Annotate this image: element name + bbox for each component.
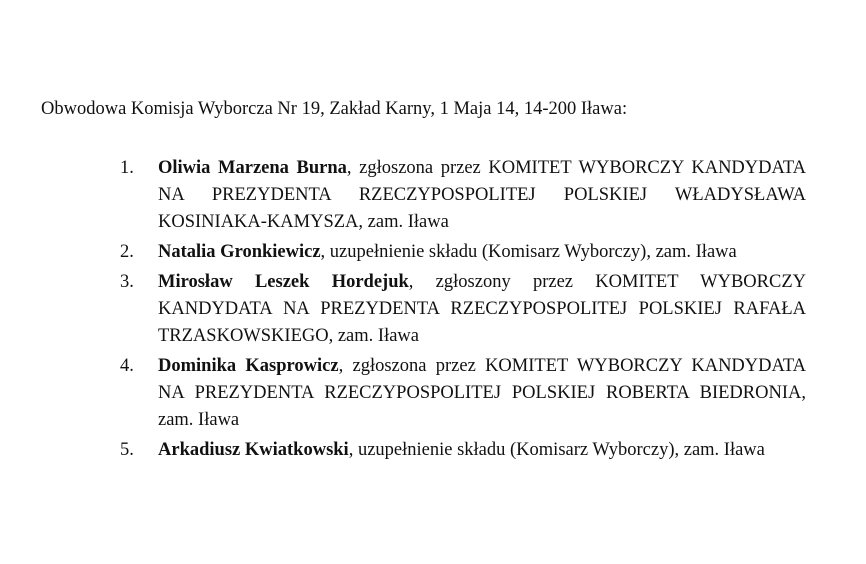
list-item bbox=[120, 269, 806, 350]
item-number: 2. bbox=[120, 242, 134, 262]
member-name: Arkadiusz Kwiatkowski bbox=[158, 440, 349, 460]
commission-heading: Obwodowa Komisja Wyborcza Nr 19, Zakład Karny, 1 Maja 14, 14-200 Iława: bbox=[41, 99, 628, 119]
item-text bbox=[158, 155, 806, 236]
member-name: Dominika Kasprowicz bbox=[158, 356, 339, 376]
member-details: , uzupełnienie składu (Komisarz Wyborczy), zam. Iława bbox=[320, 242, 737, 262]
member-name: Natalia Gronkiewicz bbox=[158, 242, 321, 262]
member-list bbox=[120, 155, 806, 467]
member-details: , zgłoszona przez KOMITET WYBORCZY KANDYDATA NA PREZYDENTA RZECZYPOSPOLITEJ POLSKIEJ WŁADYSŁAWA KOSINIAKA-KAMYSZA, zam. Iława bbox=[158, 158, 806, 232]
item-text bbox=[158, 437, 806, 464]
member-name: Oliwia Marzena Burna bbox=[158, 158, 347, 178]
item-number: 4. bbox=[120, 356, 134, 376]
item-number: 3. bbox=[120, 272, 134, 292]
item-text bbox=[158, 269, 806, 350]
member-name: Mirosław Leszek Hordejuk bbox=[158, 272, 409, 292]
list-item bbox=[120, 239, 806, 266]
item-text bbox=[158, 353, 806, 434]
item-text bbox=[158, 239, 806, 266]
member-details: , zgłoszony przez KOMITET WYBORCZY KANDYDATA NA PREZYDENTA RZECZYPOSPOLITEJ POLSKIEJ RAFAŁA TRZASKOWSKIEGO, zam. Iława bbox=[158, 272, 806, 346]
list-item bbox=[120, 437, 806, 464]
list-item bbox=[120, 155, 806, 236]
item-number: 1. bbox=[120, 158, 134, 178]
member-details: , uzupełnienie składu (Komisarz Wyborczy), zam. Iława bbox=[348, 440, 765, 460]
list-item bbox=[120, 353, 806, 434]
item-number: 5. bbox=[120, 440, 134, 460]
member-details: , zgłoszona przez KOMITET WYBORCZY KANDYDATA NA PREZYDENTA RZECZYPOSPOLITEJ POLSKIEJ ROBERTA BIEDRONIA, zam. Iława bbox=[158, 356, 807, 430]
